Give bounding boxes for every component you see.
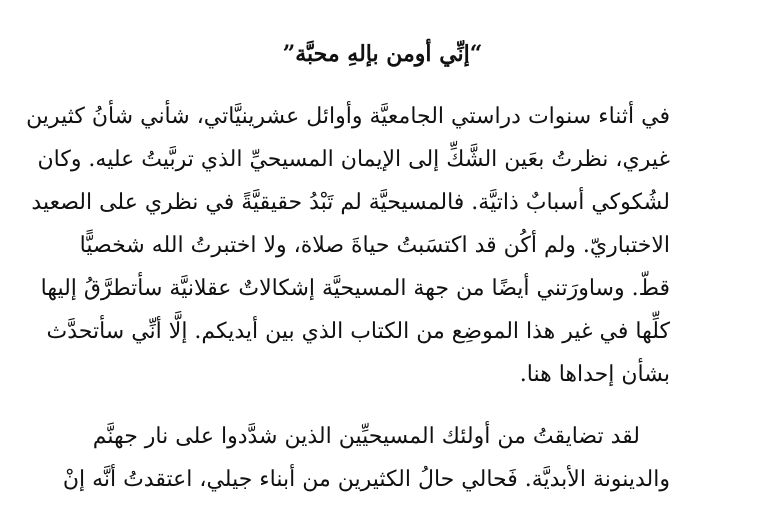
paragraph-2-line-2: والدينونة الأبديَّة. فَحالي حالُ الكثيرين من أبناء جيلي، اعتقدتُ أنَّه إنْ xyxy=(62,467,670,492)
paragraph-1-line-4: الاختباريّ. ولم أكُن قد اكتسَبتُ حياةَ صلاة، ولا اختبرتُ الله شخصيًّا xyxy=(79,233,670,258)
chapter-title: “إنِّي أومن بإلهِ محبَّة” xyxy=(282,41,483,67)
paragraph-1-line-2: غيري، نظرتُ بعَين الشَّكِّ إلى الإيمان المسيحيِّ الذي تربَّيتُ عليه. وكان xyxy=(37,147,670,172)
paragraph-1-line-6: كلِّها في غير هذا الموضِع من الكتاب الذي بين أيديكم. إلَّا أنِّي سأتحدَّث xyxy=(46,319,670,344)
paragraph-1-line-5: قطّ. وساورَتني أيضًا من جهة المسيحيَّة إشكالاتٌ عقلانيَّة سأتطرَّقُ إليها xyxy=(40,276,670,301)
paragraph-1-line-7: بشأن إحداها هنا. xyxy=(519,362,670,387)
paragraph-1-line-3: لشُكوكي أسبابٌ ذاتيَّة. فالمسيحيَّة لم تَبْدُ حقيقيَّةً في نظري على الصعيد xyxy=(31,190,670,215)
paragraph-2-line-1: لقد تضايقتُ من أولئك المسيحيِّين الذين شدَّدوا على نار جهنَّم xyxy=(92,424,640,449)
paragraph-1-line-1: في أثناء سنوات دراستي الجامعيَّة وأوائل عشرينيَّاتي، شأني شأنُ كثيرين xyxy=(26,104,670,129)
